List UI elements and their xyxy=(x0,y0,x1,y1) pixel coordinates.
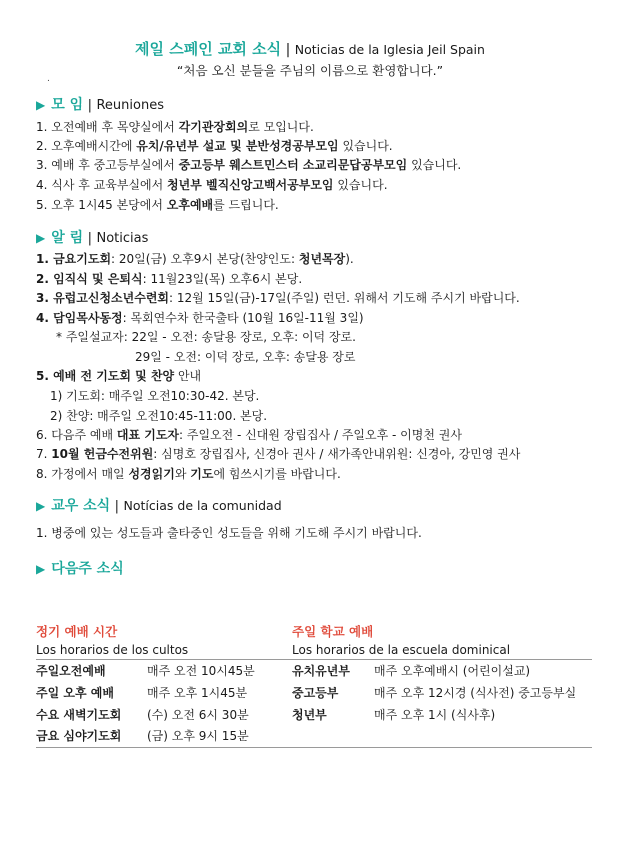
table-row-label: 주일오전예배 xyxy=(36,664,106,678)
section-header-noticias xyxy=(36,229,148,248)
list-item: 5. 예배 전 기도회 및 찬양 안내 xyxy=(36,369,202,383)
list-item: 3. 유럽고신청소년수련회: 12월 15일(금)-17일(주일) 런던. 위해서 기도해 주시기 바랍니다. xyxy=(36,291,520,305)
list-item: 4. 담임목사동정: 목회연수차 한국출타 (10월 16일-11월 3일) xyxy=(36,311,364,325)
list-item: 6. 다음주 예배 대표 기도자: 주일오전 - 신대원 장립집사 / 주일오후 - 이명천 권사 xyxy=(36,428,462,442)
schedule-left-subtitle: Los horarios de los cultos xyxy=(36,643,189,657)
table-row-label: 수요 새벽기도회 xyxy=(36,708,122,722)
section-separator: | xyxy=(114,499,120,514)
schedule-right-subtitle: Los horarios de la escuela dominical xyxy=(292,643,511,657)
schedule-bottom-rule xyxy=(36,747,592,748)
schedule-left-title: 정기 예배 시간 xyxy=(36,624,118,639)
title-separator: | xyxy=(285,42,291,58)
list-item: 8. 가정에서 매일 성경읽기와 기도에 힘쓰시기를 바랍니다. xyxy=(36,467,341,481)
list-subitem: 1) 기도회: 매주일 오전10:30-42. 본당. xyxy=(50,389,260,403)
section-title-es: Noticias xyxy=(96,231,149,246)
table-row-value: 매주 오후 12시경 (식사전) 중고등부실 xyxy=(374,686,577,700)
table-row-value: 매주 오후 1시45분 xyxy=(147,686,248,700)
welcome-subtitle: “처음 오신 분들을 주님의 이름으로 환영합니다.” xyxy=(176,63,444,78)
list-item: 1. 금요기도회: 20일(금) 오후9시 본당(찬양인도: 청년목장). xyxy=(36,252,354,266)
table-row-label: 중고등부 xyxy=(292,686,339,700)
list-item: 1. 병중에 있는 성도들과 출타중인 성도들을 위해 기도해 주시기 바랍니다. xyxy=(36,526,422,540)
triangle-right-icon: ▶ xyxy=(36,562,46,576)
section-header-comunidad xyxy=(36,497,282,516)
list-item: 2. 오후예배시간에 유치/유년부 설교 및 분반성경공부모임 있습니다. xyxy=(36,139,393,153)
section-separator: | xyxy=(87,98,93,113)
list-subitem: 2) 찬양: 매주일 오전10:45-11:00. 본당. xyxy=(50,409,268,423)
title-korean: 제일 스페인 교회 소식 xyxy=(135,40,282,58)
triangle-right-icon: ▶ xyxy=(36,499,46,513)
table-row-label: 청년부 xyxy=(292,708,327,722)
list-item: 7. 10월 헌금수전위원: 심명호 장립집사, 신경아 권사 / 새가족안내위원: 신경아, 강민영 권사 xyxy=(36,447,521,461)
table-row-value: 매주 오후 1시 (식사후) xyxy=(374,708,496,722)
list-item: 2. 임직식 및 은퇴식: 11월23일(목) 오후6시 본당. xyxy=(36,272,303,286)
section-title-ko: 모 임 xyxy=(51,97,84,113)
table-row-value: 매주 오전 10시45분 xyxy=(147,664,255,678)
section-title-es: Notícias de la comunidad xyxy=(123,498,282,513)
section-separator: | xyxy=(87,231,93,246)
table-row-label: 유치유년부 xyxy=(292,664,350,678)
list-item: 4. 식사 후 교육부실에서 청년부 벨직신앙고백서공부모임 있습니다. xyxy=(36,178,388,192)
section-header-reuniones xyxy=(36,96,164,115)
list-item: 1. 오전예배 후 목양실에서 각기관장회의로 모입니다. xyxy=(36,120,314,134)
list-item: 3. 예배 후 중고등부실에서 중고등부 웨스트민스터 소교리문답공부모임 있습니다. xyxy=(36,158,462,172)
section-title-ko: 다음주 소식 xyxy=(51,561,124,577)
list-subitem: * 주일설교자: 22일 - 오전: 송달용 장로, 오후: 이덕 장로. xyxy=(56,330,356,344)
table-row-value: 매주 오후예배시 (어린이설교) xyxy=(374,664,531,678)
stray-dot: . xyxy=(47,74,50,84)
schedule-top-rule xyxy=(36,659,592,660)
schedule-right-title: 주일 학교 예배 xyxy=(292,624,374,639)
table-row-value: (금) 오후 9시 15분 xyxy=(147,729,249,743)
triangle-right-icon: ▶ xyxy=(36,231,46,245)
table-row-label: 금요 심야기도회 xyxy=(36,729,122,743)
section-title-ko: 알 림 xyxy=(51,230,84,246)
title-spanish: Noticias de la Iglesia Jeil Spain xyxy=(294,42,485,57)
page-title xyxy=(0,40,620,59)
table-row-label: 주일 오후 예배 xyxy=(36,686,114,700)
list-subitem: 29일 - 오전: 이덕 장로, 오후: 송달용 장로 xyxy=(135,350,356,364)
table-row-value: (수) 오전 6시 30분 xyxy=(147,708,249,722)
section-header-next-week xyxy=(36,560,124,578)
section-title-ko: 교우 소식 xyxy=(51,498,111,514)
triangle-right-icon: ▶ xyxy=(36,98,46,112)
section-title-es: Reuniones xyxy=(96,98,164,113)
list-item: 5. 오후 1시45 본당에서 오후예배를 드립니다. xyxy=(36,198,279,212)
